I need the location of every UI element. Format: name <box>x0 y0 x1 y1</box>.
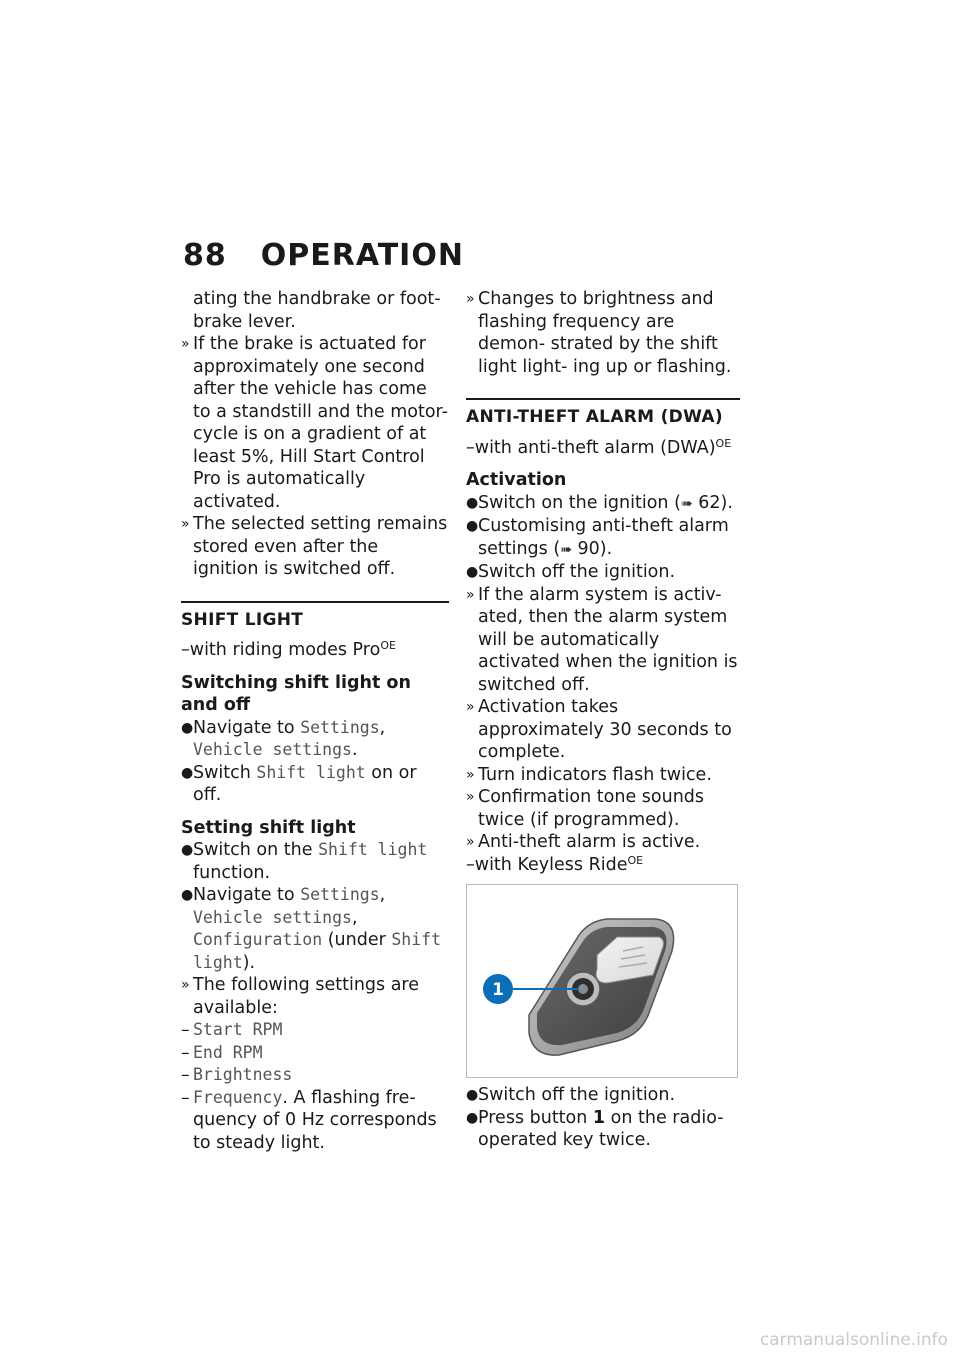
page-number: 88 <box>183 238 227 273</box>
result-icon: » <box>181 516 190 532</box>
result-icon: » <box>466 291 475 307</box>
arrow-ref-icon: ➠ <box>560 541 572 558</box>
key-fob <box>529 919 674 1055</box>
bullet-icon: ● <box>181 719 194 736</box>
result-item: » The selected setting remains stored even after the ignition is switched off. <box>181 514 448 579</box>
bullet-icon: ● <box>181 887 194 903</box>
bullet-item: ● Press button 1 on the radio- operated key twice. <box>466 1107 724 1150</box>
watermark: carmanualsonline.info <box>759 1330 948 1350</box>
right-column <box>466 288 740 1152</box>
dash-icon: – <box>181 1087 190 1108</box>
bullet-item: ● Switch off the ignition. <box>466 1085 676 1105</box>
option-item: – Frequency. A flashing fre- quency of 0 Hz corresponds to steady light. <box>181 1087 437 1153</box>
result-item: » Activation takes approximately 30 seconds to complete. <box>466 697 732 762</box>
section-divider <box>181 601 449 603</box>
option-item: – Start RPM <box>181 1020 283 1040</box>
key-fob-figure <box>466 884 738 1078</box>
result-item: » If the alarm system is activ- ated, then the alarm system will be automatically activated when the ignition is switched off. <box>466 584 738 695</box>
switching-title: Switching shift light on and off <box>181 672 411 715</box>
result-icon: » <box>466 834 475 850</box>
bullet-item: ● Navigate to Settings, Vehicle settings, Configuration (under Shift light). <box>181 885 442 973</box>
result-icon: » <box>466 766 475 783</box>
result-icon: » <box>181 336 190 352</box>
bullet-icon: ● <box>466 564 479 580</box>
result-item: » Changes to brightness and flashing frequency are demon- strated by the shift light light- ing up or flashing. <box>466 289 732 377</box>
bullet-icon: ● <box>466 494 479 511</box>
result-item: » If the brake is actuated for approximately one second after the vehicle has come to a standstill and the motor- cycle is on a gradient of at least 5%, Hill Start Control Pro is automatically activated. <box>181 334 448 512</box>
left-column <box>181 288 449 1154</box>
bullet-item: ● Navigate to Settings, Vehicle settings. <box>181 717 386 760</box>
result-icon: » <box>181 977 190 993</box>
dash-icon: – <box>181 1020 190 1040</box>
activation-title: Activation <box>466 470 567 490</box>
callout-badge <box>483 974 513 1004</box>
result-item: » Anti-theft alarm is active. <box>466 832 701 852</box>
bullet-icon: ● <box>466 1087 479 1103</box>
shift-light-title: SHIFT LIGHT <box>181 609 304 630</box>
bullet-icon: ● <box>466 1109 479 1126</box>
bullet-icon: ● <box>181 764 194 781</box>
callout-number: 1 <box>492 980 504 1000</box>
result-item: » Turn indicators flash twice. <box>466 764 712 785</box>
option-item: – Brightness <box>181 1065 293 1085</box>
keyless-condition: –with Keyless Ride$^{OE}$ <box>466 853 644 875</box>
option-item: – End RPM <box>181 1042 263 1063</box>
shift-light-condition: –with riding modes Pro$^{OE}$ <box>181 639 396 660</box>
bullet-item: ● Switch off the ignition. <box>466 562 676 582</box>
arrow-ref-icon: ➠ <box>680 495 693 512</box>
setting-title: Setting shift light <box>181 817 356 838</box>
bullet-item: ● Switch on the Shift light function. <box>181 840 428 883</box>
section-title: OPERATION <box>260 238 464 273</box>
continued-text: ating the handbrake or foot- brake lever. <box>193 289 441 332</box>
bullet-item: ● Customising anti-theft alarm settings (➠ 90). <box>466 516 729 559</box>
page-header <box>183 238 464 273</box>
alarm-title: ANTI-THEFT ALARM (DWA) <box>466 407 723 427</box>
alarm-condition: –with anti-theft alarm (DWA)$^{OE}$ <box>466 436 732 458</box>
dash-icon: – <box>181 1065 190 1085</box>
result-item: » Confirmation tone sounds twice (if programmed). <box>466 787 705 830</box>
bullet-item: ● Switch Shift light on or off. <box>181 762 417 805</box>
result-icon: » <box>466 586 475 603</box>
result-item: » The following settings are available: <box>181 975 419 1018</box>
bullet-item: ● Switch on the ignition (➠ 62). <box>466 492 733 513</box>
bullet-icon: ● <box>181 842 194 858</box>
result-icon: » <box>466 789 475 805</box>
bullet-icon: ● <box>466 518 479 534</box>
section-divider <box>466 398 740 400</box>
dash-icon: – <box>181 1042 190 1063</box>
result-icon: » <box>466 699 475 715</box>
key-fob-illustration <box>467 885 737 1077</box>
